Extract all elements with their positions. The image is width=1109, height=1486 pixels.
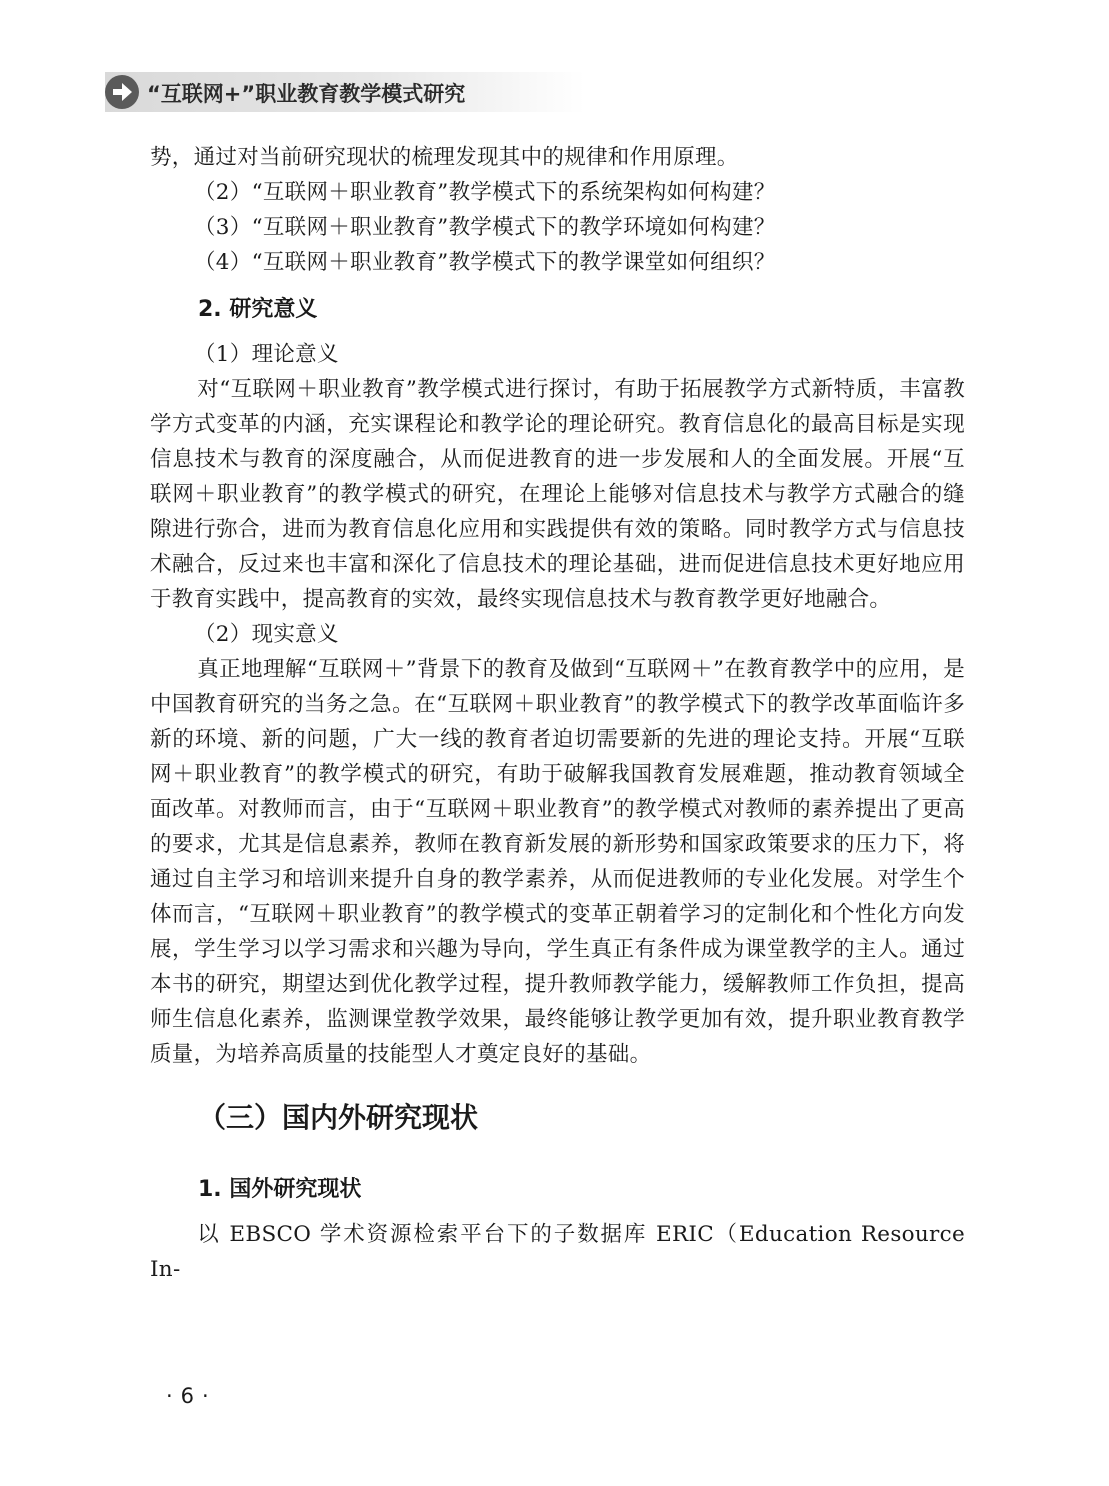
- question-item-3: （3）“互联网＋职业教育”教学模式下的教学环境如何构建？: [194, 215, 776, 240]
- running-header: [105, 72, 585, 112]
- question-item-4: （4）“互联网＋职业教育”教学模式下的教学课堂如何组织？: [194, 250, 776, 275]
- paragraph-continued: 势，通过对当前研究现状的梳理发现其中的规律和作用原理。: [150, 145, 739, 170]
- arrow-right-icon: [105, 75, 139, 109]
- section-heading-research-status: （三）国内外研究现状: [198, 1101, 479, 1134]
- question-item-2: （2）“互联网＋职业教育”教学模式下的系统架构如何构建？: [194, 180, 776, 205]
- section-heading-significance: 2. 研究意义: [198, 297, 318, 322]
- paragraph-theory: 对“互联网＋职业教育”教学模式进行探讨，有助于拓展教学方式新特质，丰富教学方式变革的内涵，充实课程论和教学论的理论研究。教育信息化的最高目标是实现信息技术与教育的深度融合，从而促进教育的进一步发展和人的全面发展。开展“互联网＋职业教育”的教学模式的研究，在理论上能够对信息技术与教学方式融合的缝隙进行弥合，进而为教育信息化应用和实践提供有效的策略。同时教学方式与信息技术融合，反过来也丰富和深化了信息技术的理论基础，进而促进信息技术更好地应用于教育实践中，提高教育的实效，最终实现信息技术与教育教学更好地融合。: [150, 377, 965, 612]
- subheading-practice: （2）现实意义: [194, 622, 339, 647]
- page-number: ·6·: [166, 1384, 217, 1408]
- paragraph-foreign: 以 EBSCO 学术资源检索平台下的子数据库 ERIC（Education Resource In-: [150, 1222, 965, 1282]
- section-heading-foreign-status: 1. 国外研究现状: [198, 1177, 362, 1202]
- page-content: [150, 140, 965, 1287]
- book-title: “互联网+”职业教育教学模式研究: [147, 82, 466, 106]
- paragraph-practice: 真正地理解“互联网＋”背景下的教育及做到“互联网＋”在教育教学中的应用，是中国教育研究的当务之急。在“互联网＋职业教育”的教学模式下的教学改革面临许多新的环境、新的问题，广大一线的教育者迫切需要新的先进的理论支持。开展“互联网＋职业教育”的教学模式的研究，有助于破解我国教育发展难题，推动教育领域全面改革。对教师而言，由于“互联网＋职业教育”的教学模式对教师的素养提出了更高的要求，尤其是信息素养，教师在教育新发展的新形势和国家政策要求的压力下，将通过自主学习和培训来提升自身的教学素养，从而促进教师的专业化发展。对学生个体而言，“互联网＋职业教育”的教学模式的变革正朝着学习的定制化和个性化方向发展，学生学习以学习需求和兴趣为导向，学生真正有条件成为课堂教学的主人。通过本书的研究，期望达到优化教学过程，提升教师教学能力，缓解教师工作负担，提高师生信息化素养，监测课堂教学效果，最终能够让教学更加有效，提升职业教育教学质量，为培养高质量的技能型人才奠定良好的基础。: [150, 657, 965, 1067]
- subheading-theory: （1）理论意义: [194, 342, 339, 367]
